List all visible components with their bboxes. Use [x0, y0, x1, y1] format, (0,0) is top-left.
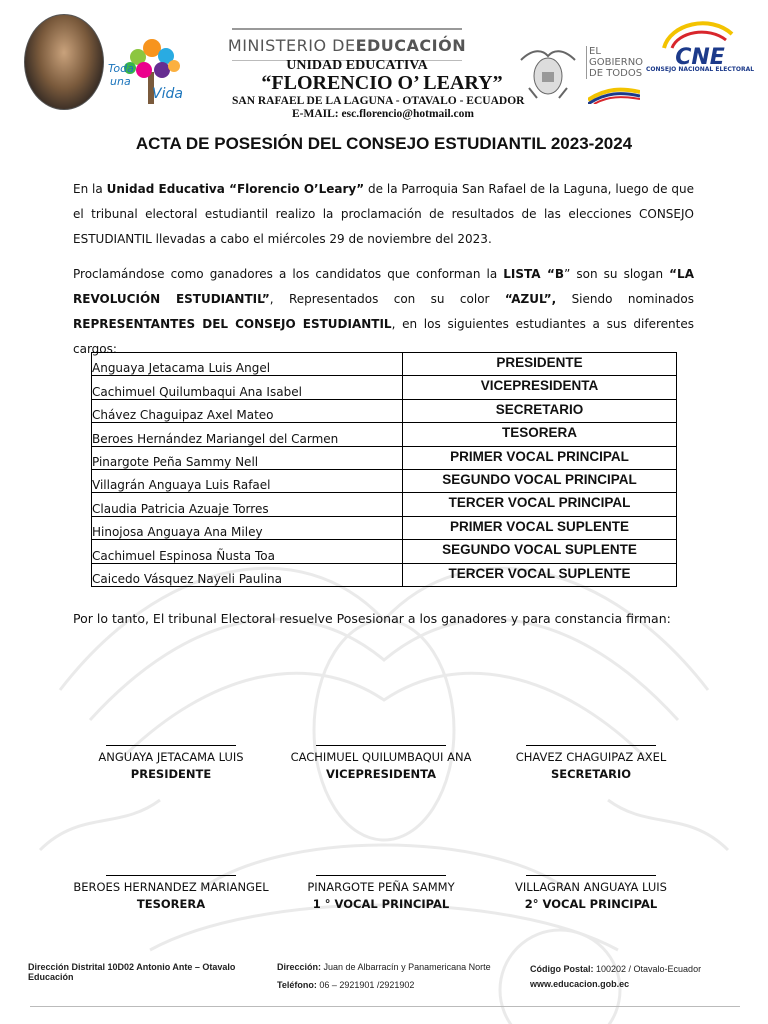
ministry-bold: EDUCACIÓN — [355, 35, 467, 55]
signature-block — [56, 744, 286, 781]
member-role: SEGUNDO VOCAL PRINCIPAL — [403, 469, 677, 492]
signer-role: TESORERA — [136, 897, 206, 911]
school-address: SAN RAFAEL DE LA LAGUNA - OTAVALO - ECUADOR — [232, 95, 525, 107]
table-row — [92, 540, 677, 563]
footer-postal-value: 100202 / Otavalo-Ecuador — [593, 964, 702, 974]
table-row — [92, 423, 677, 446]
table-row — [92, 353, 677, 376]
signature-line — [526, 874, 656, 876]
member-name: Chávez Chaguipaz Axel Mateo — [92, 399, 403, 422]
logo-text-una: una — [110, 75, 131, 88]
signature-line — [316, 874, 446, 876]
footer-dir-label: Dirección: — [277, 962, 322, 972]
table-row — [92, 399, 677, 422]
member-role: PRESIDENTE — [403, 353, 677, 376]
member-role: SEGUNDO VOCAL SUPLENTE — [403, 540, 677, 563]
cne-logo-text: CNE — [675, 45, 725, 70]
ministry-light: MINISTERIO DE — [227, 35, 356, 55]
footer-postal — [530, 964, 701, 974]
gob-line-1: EL — [589, 46, 601, 57]
signature-block — [476, 874, 706, 911]
gob-line-3: DE TODOS — [589, 68, 643, 79]
table-row — [92, 469, 677, 492]
member-role: TESORERA — [403, 423, 677, 446]
member-role: SECRETARIO — [403, 399, 677, 422]
signer-name: PINARGOTE PEÑA SAMMY — [307, 880, 455, 894]
p2-f: “AZUL”, — [504, 292, 557, 306]
table-row — [92, 376, 677, 399]
footer-district: Dirección Distrital 10D02 Antonio Ante – Otavalo Educación — [28, 962, 236, 982]
table-row — [92, 563, 677, 586]
signer-role: PRESIDENTE — [130, 767, 212, 781]
logo-text-toda: Toda — [108, 62, 134, 75]
member-role: VICEPRESIDENTA — [403, 376, 677, 399]
p2-h: REPRESENTANTES DEL CONSEJO ESTUDIANTIL — [73, 317, 392, 331]
footer-phone — [277, 980, 414, 990]
signature-block — [56, 874, 286, 911]
footer-tel-value: 06 – 2921901 /2921902 — [316, 980, 415, 990]
signer-role: 2° VOCAL PRINCIPAL — [524, 897, 658, 911]
p2-a: Proclamándose como ganadores a los candidatos que conforman la — [73, 267, 504, 281]
p2-e: , Representados con su color — [269, 292, 505, 306]
member-role: PRIMER VOCAL SUPLENTE — [403, 516, 677, 539]
school-email: E-MAIL: esc.florencio@hotmail.com — [292, 108, 474, 120]
member-name: Cachimuel Quilumbaqui Ana Isabel — [92, 376, 403, 399]
table-row — [92, 516, 677, 539]
member-name: Hinojosa Anguaya Ana Miley — [92, 516, 403, 539]
member-name: Pinargote Peña Sammy Nell — [92, 446, 403, 469]
school-name: “FLORENCIO O’ LEARY” — [261, 72, 503, 94]
gob-line-2: GOBIERNO — [589, 57, 644, 68]
signer-name: BEROES HERNANDEZ MARIANGEL — [73, 880, 269, 894]
gobierno-logo — [586, 46, 645, 79]
closing-statement: Por lo tanto, El tribunal Electoral resuelve Posesionar a los ganadores y para constancia firman: — [73, 611, 671, 626]
p1-c: de la Parroquia San Rafael de la Laguna, luego de que el tribunal electoral estudiantil realizo la proclamación de resultados de las elecciones CONSEJO ESTUDIANTIL llevadas a cabo el miércoles 29 de noviembre del 2023. — [73, 182, 694, 246]
p2-i: , en los siguientes estudiantes a sus diferentes cargos: — [73, 317, 694, 356]
signature-line — [316, 744, 446, 746]
ecuador-crest-icon — [517, 42, 579, 104]
signature-block — [476, 744, 706, 781]
portrait-image — [24, 14, 104, 110]
footer-dir-value: Juan de Albarracín y Panamericana Norte — [321, 962, 491, 972]
p2-b: LISTA “B — [503, 267, 565, 281]
logo-text-vida: Vida — [152, 86, 183, 102]
signer-name: CACHIMUEL QUILUMBAQUI ANA — [290, 750, 472, 764]
footer-website-link[interactable]: www.educacion.gob.ec — [530, 979, 630, 989]
school-type: UNIDAD EDUCATIVA — [286, 58, 428, 73]
p1-b: Unidad Educativa “Florencio O’Leary” — [106, 182, 365, 196]
signature-line — [106, 744, 236, 746]
signature-line — [526, 744, 656, 746]
p2-d: “LA REVOLUCIÓN ESTUDIANTIL” — [73, 267, 694, 306]
member-name: Cachimuel Espinosa Ñusta Toa — [92, 540, 403, 563]
member-name: Claudia Patricia Azuaje Torres — [92, 493, 403, 516]
footer-divider — [30, 1006, 740, 1007]
footer-address — [277, 962, 491, 972]
member-name: Anguaya Jetacama Luis Angel — [92, 353, 403, 376]
member-name: Villagrán Anguaya Luis Rafael — [92, 469, 403, 492]
member-role: TERCER VOCAL PRINCIPAL — [403, 493, 677, 516]
signer-role: 1 ° VOCAL PRINCIPAL — [312, 897, 450, 911]
footer-tel-label: Teléfono: — [277, 980, 317, 990]
member-name: Caicedo Vásquez Nayeli Paulina — [92, 563, 403, 586]
signer-role: VICEPRESIDENTA — [325, 767, 437, 781]
signer-role: SECRETARIO — [550, 767, 632, 781]
cne-label: CONSEJO NACIONAL ELECTORAL — [646, 66, 755, 73]
paragraph-1 — [73, 177, 694, 252]
p1-a: En la — [73, 182, 107, 196]
footer-postal-label: Código Postal: — [530, 964, 594, 974]
p2-c: ” son su slogan — [564, 267, 670, 281]
ministry-logo — [227, 28, 467, 61]
signature-block — [266, 874, 496, 911]
member-role: PRIMER VOCAL PRINCIPAL — [403, 446, 677, 469]
signer-name: CHAVEZ CHAGUIPAZ AXEL — [515, 750, 667, 764]
signature-block — [266, 744, 496, 781]
table-row — [92, 446, 677, 469]
document-title: ACTA DE POSESIÓN DEL CONSEJO ESTUDIANTIL 2023-2024 — [135, 134, 633, 153]
flag-stripes-icon — [588, 86, 640, 104]
member-role: TERCER VOCAL SUPLENTE — [403, 563, 677, 586]
p2-g: Siendo nominados — [556, 292, 694, 306]
table-row — [92, 493, 677, 516]
signer-name: ANGUAYA JETACAMA LUIS — [98, 750, 244, 764]
paragraph-2 — [73, 262, 694, 362]
signature-line — [106, 874, 236, 876]
council-table — [91, 352, 677, 587]
member-name: Beroes Hernández Mariangel del Carmen — [92, 423, 403, 446]
toda-una-vida-logo — [108, 32, 198, 112]
signer-name: VILLAGRAN ANGUAYA LUIS — [515, 880, 667, 894]
